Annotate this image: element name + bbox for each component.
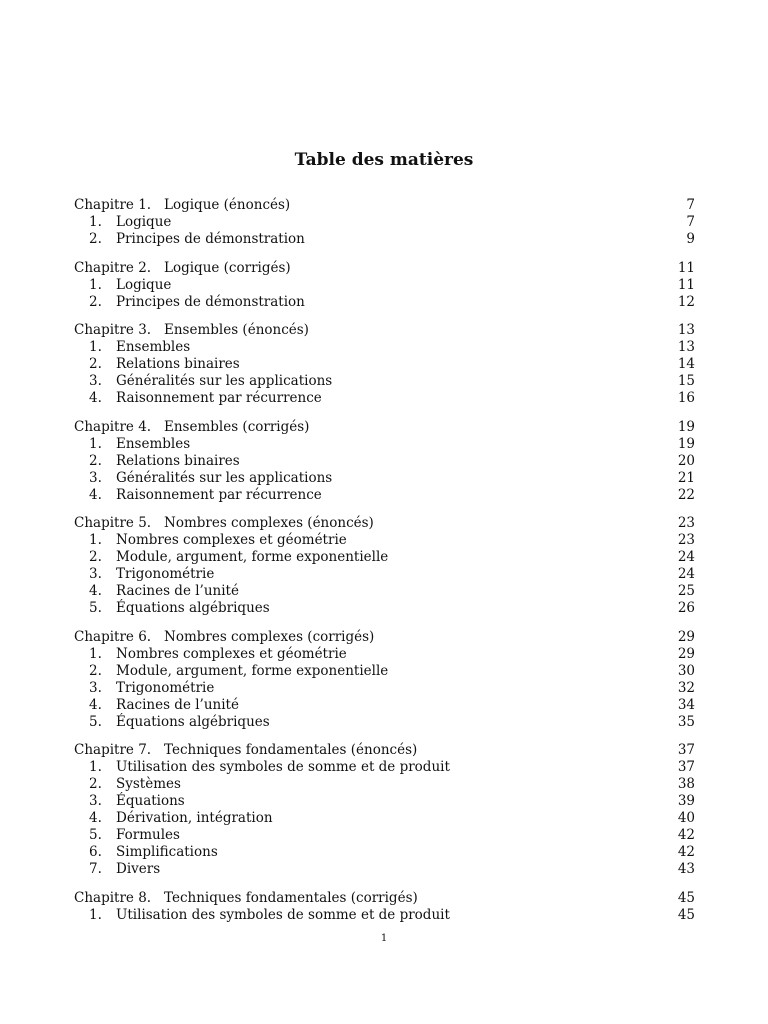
chapter-page-number: 45 — [677, 889, 695, 906]
chapter-title: Techniques fondamentales (énoncés) — [164, 742, 418, 758]
section-entry[interactable] — [74, 231, 695, 248]
section-number: 5. — [89, 827, 102, 843]
section-page-number: 13 — [677, 339, 695, 355]
section-number: 1. — [89, 759, 102, 775]
section-page-number: 26 — [677, 600, 695, 616]
section-title: Ensembles — [116, 435, 191, 452]
section-entry[interactable] — [74, 844, 695, 861]
section-entry[interactable] — [74, 697, 695, 714]
section-entry[interactable] — [74, 373, 695, 390]
section-label — [74, 793, 665, 810]
chapter-label — [74, 322, 665, 339]
section-page-number: 21 — [677, 469, 695, 486]
chapter-label — [74, 260, 665, 277]
chapter-title: Ensembles (énoncés) — [164, 322, 309, 338]
section-entry[interactable] — [74, 759, 695, 776]
section-number: 2. — [89, 549, 102, 565]
chapter-label — [74, 890, 665, 907]
section-title: Racines de l’unité — [116, 583, 239, 599]
chapter-label — [74, 419, 665, 436]
section-label — [74, 487, 665, 504]
chapter-number: Chapitre 5. — [74, 515, 152, 531]
section-title: Utilisation des symboles de somme et de produit — [116, 759, 450, 775]
section-title: Relations binaires — [116, 452, 240, 469]
section-label — [74, 356, 665, 373]
section-number: 7. — [89, 861, 102, 877]
section-page-number: 40 — [677, 810, 695, 826]
section-page-number: 42 — [677, 827, 695, 843]
section-page-number: 11 — [677, 276, 695, 293]
chapter-number: Chapitre 2. — [74, 259, 152, 276]
section-label — [74, 759, 665, 776]
section-label — [74, 680, 665, 697]
section-page-number: 25 — [677, 583, 695, 599]
chapter-entry[interactable] — [74, 629, 695, 646]
section-number: 1. — [89, 906, 102, 923]
section-title: Raisonnement par récurrence — [116, 390, 322, 406]
chapter-title: Logique (corrigés) — [164, 259, 291, 276]
section-number: 5. — [89, 713, 102, 730]
section-title: Équations algébriques — [116, 600, 270, 616]
section-entry[interactable] — [74, 356, 695, 373]
section-entry[interactable] — [74, 566, 695, 583]
section-page-number: 45 — [677, 906, 695, 923]
section-page-number: 42 — [677, 844, 695, 860]
section-number: 3. — [89, 566, 102, 582]
chapter-number: Chapitre 7. — [74, 742, 152, 758]
section-title: Logique — [116, 214, 172, 230]
section-entry[interactable] — [74, 294, 695, 311]
chapter-page-number: 19 — [677, 418, 695, 435]
section-label — [74, 436, 665, 453]
section-page-number: 32 — [677, 679, 695, 696]
section-page-number: 20 — [677, 452, 695, 469]
chapter-page-number: 11 — [677, 259, 695, 276]
chapter-title: Nombres complexes (énoncés) — [164, 515, 374, 531]
chapter-number: Chapitre 4. — [74, 418, 152, 435]
page-title: Table des matières — [294, 150, 474, 170]
section-number: 1. — [89, 339, 102, 355]
chapter-title: Logique (énoncés) — [164, 197, 291, 213]
section-page-number: 34 — [677, 696, 695, 713]
chapter-entry[interactable] — [74, 197, 695, 214]
section-entry[interactable] — [74, 827, 695, 844]
section-number: 2. — [89, 293, 102, 310]
section-label — [74, 714, 665, 731]
section-page-number: 16 — [677, 390, 695, 406]
section-page-number: 23 — [677, 532, 695, 548]
section-entry[interactable] — [74, 680, 695, 697]
section-entry[interactable] — [74, 861, 695, 878]
chapter-label — [74, 515, 665, 532]
section-number: 1. — [89, 645, 102, 662]
section-number: 4. — [89, 583, 102, 599]
section-entry[interactable] — [74, 583, 695, 600]
section-number: 4. — [89, 486, 102, 503]
section-title: Formules — [116, 827, 180, 843]
section-title: Équations — [116, 793, 185, 809]
section-number: 4. — [89, 696, 102, 713]
chapter-page-number: 7 — [686, 197, 695, 213]
section-page-number: 24 — [677, 566, 695, 582]
section-title: Ensembles — [116, 339, 191, 355]
section-number: 3. — [89, 373, 102, 389]
chapter-block — [74, 419, 695, 504]
section-title: Relations binaires — [116, 356, 240, 372]
page-number: 1 — [380, 933, 388, 944]
section-label — [74, 470, 665, 487]
section-label — [74, 810, 665, 827]
section-number: 2. — [89, 776, 102, 792]
section-number: 4. — [89, 390, 102, 406]
section-title: Nombres complexes et géométrie — [116, 532, 347, 548]
section-page-number: 19 — [677, 435, 695, 452]
section-number: 2. — [89, 356, 102, 372]
section-entry[interactable] — [74, 214, 695, 231]
section-entry[interactable] — [74, 487, 695, 504]
section-number: 6. — [89, 844, 102, 860]
chapter-number: Chapitre 1. — [74, 197, 152, 213]
section-entry[interactable] — [74, 277, 695, 294]
chapter-label — [74, 742, 665, 759]
section-title: Généralités sur les applications — [116, 469, 333, 486]
section-label — [74, 277, 665, 294]
section-label — [74, 214, 665, 231]
chapter-entry[interactable] — [74, 515, 695, 532]
section-number: 3. — [89, 679, 102, 696]
section-title: Équations algébriques — [116, 713, 270, 730]
section-page-number: 15 — [677, 373, 695, 389]
section-entry[interactable] — [74, 776, 695, 793]
section-label — [74, 339, 665, 356]
section-label — [74, 600, 665, 617]
section-number: 1. — [89, 532, 102, 548]
chapter-number: Chapitre 6. — [74, 628, 152, 645]
section-entry[interactable] — [74, 390, 695, 407]
chapter-entry[interactable] — [74, 322, 695, 339]
section-label — [74, 697, 665, 714]
section-entry[interactable] — [74, 453, 695, 470]
section-page-number: 9 — [686, 231, 695, 247]
section-number: 3. — [89, 469, 102, 486]
section-entry[interactable] — [74, 436, 695, 453]
section-label — [74, 532, 665, 549]
section-title: Systèmes — [116, 776, 181, 792]
section-number: 1. — [89, 214, 102, 230]
section-number: 1. — [89, 435, 102, 452]
chapter-block — [74, 629, 695, 731]
section-entry[interactable] — [74, 663, 695, 680]
section-entry[interactable] — [74, 600, 695, 617]
chapter-entry[interactable] — [74, 890, 695, 907]
chapter-block — [74, 890, 695, 924]
section-number: 2. — [89, 662, 102, 679]
section-entry[interactable] — [74, 646, 695, 663]
section-number: 1. — [89, 276, 102, 293]
section-title: Logique — [116, 276, 172, 293]
section-number: 2. — [89, 452, 102, 469]
section-page-number: 39 — [677, 793, 695, 809]
section-label — [74, 663, 665, 680]
section-title: Raisonnement par récurrence — [116, 486, 322, 503]
section-label — [74, 373, 665, 390]
chapter-label — [74, 197, 665, 214]
section-label — [74, 583, 665, 600]
section-page-number: 37 — [677, 759, 695, 775]
section-number: 3. — [89, 793, 102, 809]
section-entry[interactable] — [74, 714, 695, 731]
section-label — [74, 844, 665, 861]
chapter-block — [74, 322, 695, 407]
section-page-number: 12 — [677, 293, 695, 310]
section-label — [74, 390, 665, 407]
chapter-title: Nombres complexes (corrigés) — [164, 628, 375, 645]
section-label — [74, 294, 665, 311]
section-title: Utilisation des symboles de somme et de produit — [116, 906, 450, 923]
section-title: Module, argument, forme exponentielle — [116, 549, 389, 565]
chapter-block — [74, 515, 695, 617]
chapter-title: Techniques fondamentales (corrigés) — [164, 889, 418, 906]
section-entry[interactable] — [74, 793, 695, 810]
chapter-block — [74, 742, 695, 878]
section-number: 4. — [89, 810, 102, 826]
section-label — [74, 231, 665, 248]
section-title: Dérivation, intégration — [116, 810, 273, 826]
chapter-number: Chapitre 3. — [74, 322, 152, 338]
section-page-number: 30 — [677, 662, 695, 679]
section-title: Généralités sur les applications — [116, 373, 333, 389]
chapter-entry[interactable] — [74, 742, 695, 759]
section-title: Nombres complexes et géométrie — [116, 645, 347, 662]
section-label — [74, 776, 665, 793]
chapter-page-number: 29 — [677, 628, 695, 645]
chapter-number: Chapitre 8. — [74, 889, 152, 906]
section-page-number: 35 — [677, 713, 695, 730]
section-title: Simplifications — [116, 844, 218, 860]
section-label — [74, 861, 665, 878]
section-page-number: 24 — [677, 549, 695, 565]
chapter-title: Ensembles (corrigés) — [164, 418, 310, 435]
section-entry[interactable] — [74, 532, 695, 549]
chapter-page-number: 23 — [677, 515, 695, 531]
chapter-label — [74, 629, 665, 646]
section-number: 5. — [89, 600, 102, 616]
section-title: Module, argument, forme exponentielle — [116, 662, 389, 679]
section-entry[interactable] — [74, 339, 695, 356]
section-page-number: 29 — [677, 645, 695, 662]
section-label — [74, 907, 665, 924]
section-title: Trigonométrie — [116, 679, 215, 696]
section-entry[interactable] — [74, 470, 695, 487]
section-title: Trigonométrie — [116, 566, 215, 582]
section-title: Divers — [116, 861, 161, 877]
section-label — [74, 453, 665, 470]
chapter-block — [74, 197, 695, 248]
section-label — [74, 566, 665, 583]
section-title: Principes de démonstration — [116, 231, 305, 247]
section-number: 2. — [89, 231, 102, 247]
section-label — [74, 646, 665, 663]
chapter-page-number: 13 — [677, 322, 695, 338]
chapter-entry[interactable] — [74, 419, 695, 436]
chapter-block — [74, 260, 695, 311]
section-title: Principes de démonstration — [116, 293, 305, 310]
section-label — [74, 827, 665, 844]
section-page-number: 14 — [677, 356, 695, 372]
section-entry[interactable] — [74, 549, 695, 566]
section-page-number: 38 — [677, 776, 695, 792]
section-entry[interactable] — [74, 810, 695, 827]
chapter-entry[interactable] — [74, 260, 695, 277]
section-label — [74, 549, 665, 566]
section-page-number: 43 — [677, 861, 695, 877]
section-entry[interactable] — [74, 907, 695, 924]
chapter-page-number: 37 — [677, 742, 695, 758]
section-page-number: 22 — [677, 486, 695, 503]
table-of-contents — [74, 197, 695, 935]
section-title: Racines de l’unité — [116, 696, 239, 713]
section-page-number: 7 — [686, 214, 695, 230]
